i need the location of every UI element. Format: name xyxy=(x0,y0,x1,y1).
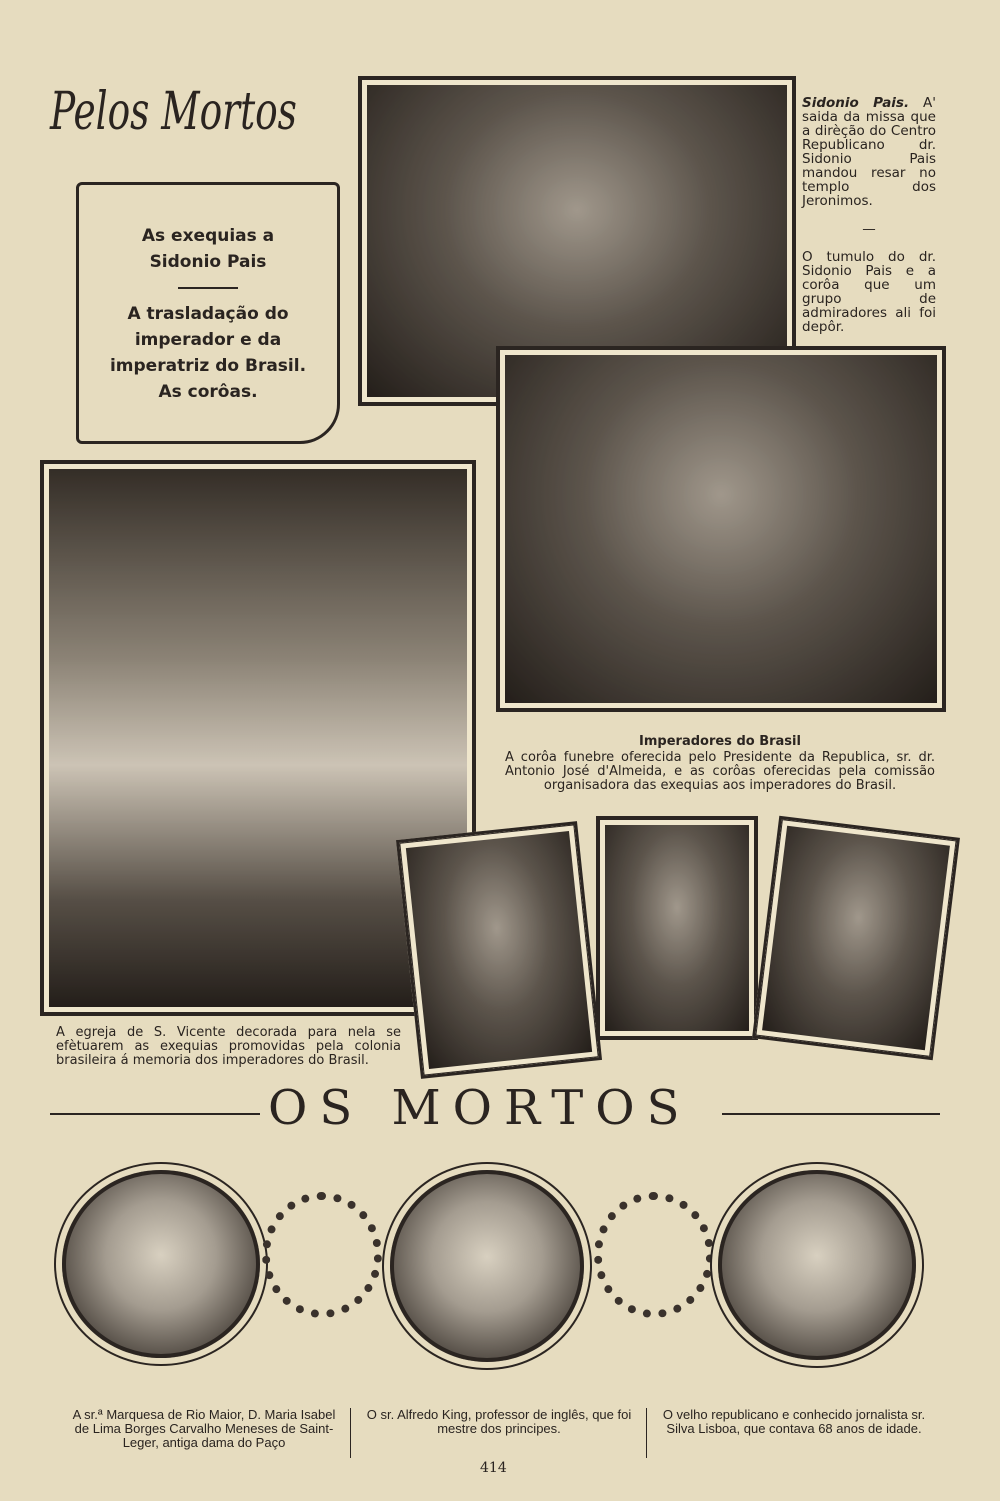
portrait-marquesa xyxy=(62,1170,260,1358)
page-title: Pelos Mortos xyxy=(50,82,297,142)
wreath-ornament xyxy=(594,1192,714,1318)
church-caption: A egreja de S. Vicente decorada para nela se efètuarem as exequias promovidas pela colonia brasileira á memoria dos imperadores do Brasil. xyxy=(56,1025,401,1068)
wreath-ornament xyxy=(262,1192,382,1318)
heading-rule-left xyxy=(50,1113,260,1115)
intro-line-1: As exequias a Sidonio Pais xyxy=(141,226,275,272)
photo-image xyxy=(406,831,592,1069)
photo-image xyxy=(605,825,749,1031)
caption-lead: Sidonio Pais. xyxy=(802,95,910,111)
portrait-caption-1: A sr.ª Marquesa de Rio Maior, D. Maria Isabel de Lima Borges Carvalho Meneses de Saint-Leger, antiga dama do Paço xyxy=(72,1407,336,1450)
portrait-silva-lisboa xyxy=(718,1170,916,1360)
divider xyxy=(178,287,238,289)
column-divider xyxy=(646,1408,647,1458)
imperadores-caption xyxy=(505,735,935,793)
intro-line-2: A trasladação do imperador e da imperatriz do Brasil. As corôas. xyxy=(109,304,307,402)
photo-image xyxy=(505,355,937,703)
heading-rule-right xyxy=(722,1113,940,1115)
photo-image xyxy=(762,826,950,1050)
caption-text: A corôa funebre oferecida pelo Presidente da Republica, sr. dr. Antonio José d'Almeida, e as corôas oferecidas pela comissão organisadora das exequias aos imperadores do Brasil. xyxy=(505,750,935,793)
intro-box xyxy=(76,182,340,444)
section-heading: OS MORTOS xyxy=(268,1080,692,1136)
sidebar-caption xyxy=(802,96,936,334)
portrait-caption-3: O velho republicano e conhecido jornalista sr. Silva Lisboa, que contava 68 anos de idade. xyxy=(662,1407,926,1436)
portrait-caption-2: O sr. Alfredo King, professor de inglês, que foi mestre dos principes. xyxy=(366,1407,632,1436)
photo-wreath-3 xyxy=(752,816,960,1061)
photo-wreath-1 xyxy=(396,821,602,1079)
caption-text-2: O tumulo do dr. Sidonio Pais e a corôa que um grupo de admiradores ali foi depôr. xyxy=(802,249,936,335)
caption-separator: — xyxy=(862,221,876,237)
photo-tomb-wreath xyxy=(496,346,946,712)
column-divider xyxy=(350,1408,351,1458)
page-number: 414 xyxy=(480,1460,507,1476)
caption-text-1: A' saida da missa que a dirèção do Centro Republicano dr. Sidonio Pais mandou resar no templo dos Jeronimos. xyxy=(802,95,936,209)
photo-wreath-2 xyxy=(596,816,758,1040)
portrait-alfredo-king xyxy=(390,1170,584,1362)
caption-title: Imperadores do Brasil xyxy=(639,734,801,749)
